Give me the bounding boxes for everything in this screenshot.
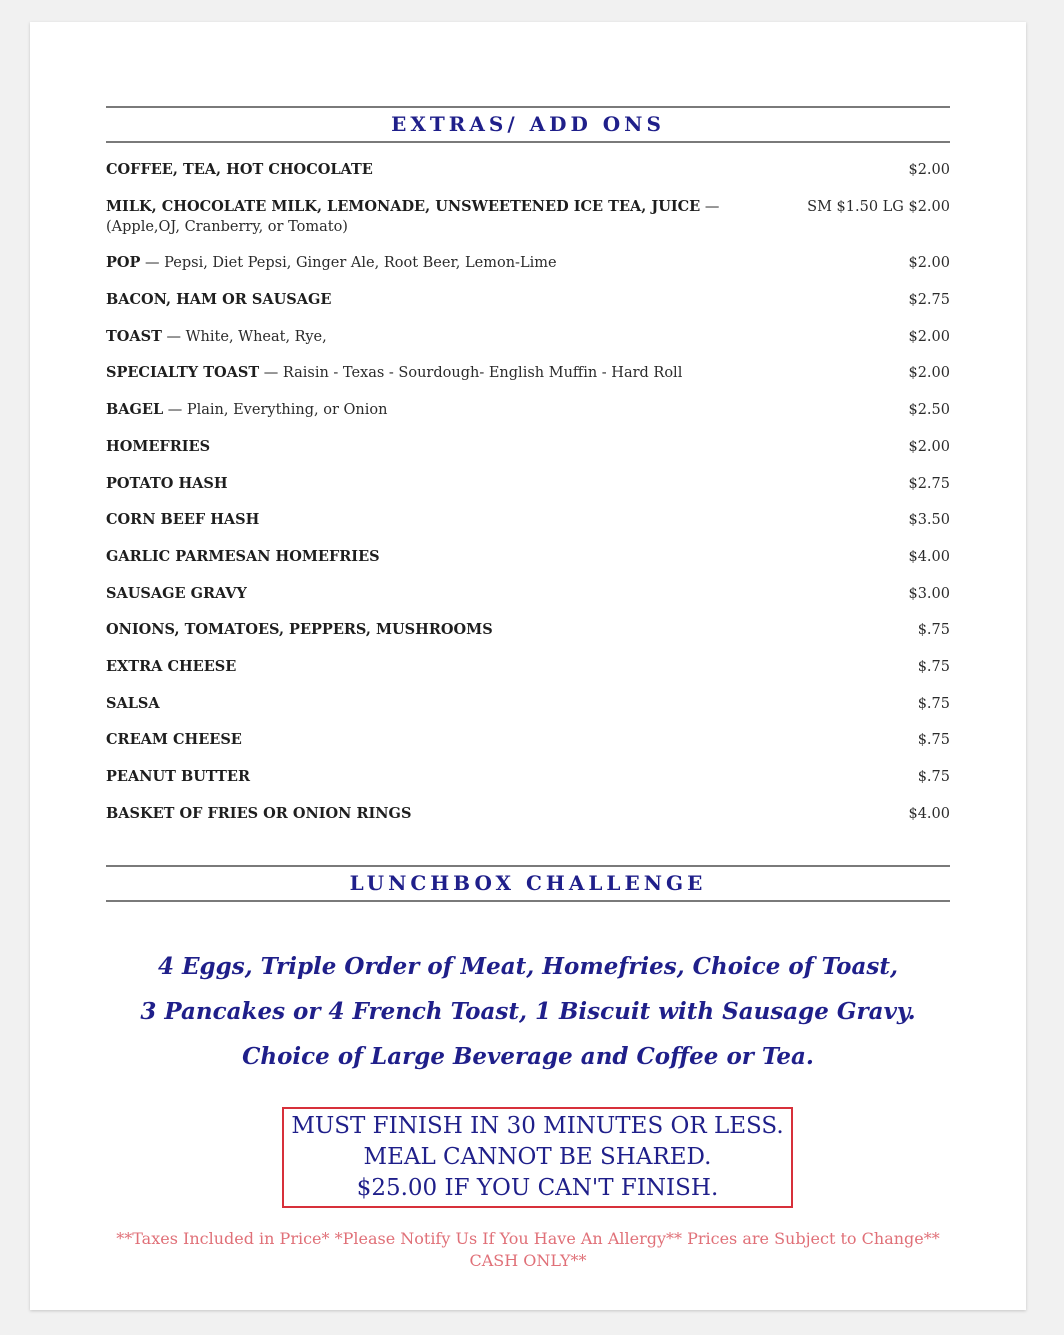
menu-item (106, 730, 950, 750)
item-price: $2.00 (908, 365, 950, 382)
menu-item (106, 160, 950, 180)
item-name: POP (106, 254, 141, 272)
item-name: SALSA (106, 694, 160, 712)
menu-item (106, 253, 950, 273)
menu-item (106, 620, 950, 640)
item-price: $.75 (917, 695, 950, 712)
item-name: PEANUT BUTTER (106, 768, 251, 785)
challenge-description (106, 944, 950, 1079)
item-price: $.75 (917, 658, 950, 675)
item-name: GARLIC PARMESAN HOMEFRIES (106, 547, 380, 565)
item-price: $3.00 (908, 585, 950, 602)
item-price: $3.50 (908, 512, 950, 529)
item-name: BACON, HAM OR SAUSAGE (106, 291, 332, 309)
challenge-line: 3 Pancakes or 4 French Toast, 1 Biscuit with Sausage Gravy. (140, 998, 916, 1025)
menu-page (30, 22, 1026, 1310)
item-price: $2.00 (908, 162, 950, 178)
item-name: SAUSAGE GRAVY (106, 584, 247, 602)
menu-item (106, 657, 950, 677)
challenge-line: Choice of Large Beverage and Coffee or Tea. (242, 1043, 814, 1070)
item-price: $.75 (917, 622, 950, 639)
item-price: $4.00 (908, 548, 950, 565)
item-name: HOMEFRIES (106, 437, 211, 455)
item-price: $2.75 (908, 292, 950, 309)
menu-item (106, 290, 950, 310)
menu-item (106, 327, 950, 347)
item-detail: — Raisin - Texas - Sourdough- English Muffin - Hard Roll (259, 365, 683, 382)
item-name: BASKET OF FRIES OR ONION RINGS (106, 804, 412, 822)
item-detail: — (Apple,OJ, Cranberry, or Tomato) (106, 198, 720, 235)
item-price: $.75 (917, 769, 950, 785)
rule-line: $25.00 IF YOU CAN'T FINISH. (356, 1175, 719, 1201)
item-price: $4.00 (908, 805, 950, 822)
footnote: **Taxes Included in Price* *Please Notify Us If You Have An Allergy** Prices are Subject to Change** CASH ONLY** (116, 1229, 940, 1270)
rule-line: MUST FINISH IN 30 MINUTES OR LESS. (291, 1113, 784, 1139)
menu-item (106, 804, 950, 824)
item-price: SM $1.50 LG $2.00 (807, 198, 950, 215)
item-price: $.75 (917, 732, 950, 749)
menu-item (106, 363, 950, 383)
item-name: TOAST (106, 327, 162, 345)
item-price: $2.00 (908, 328, 950, 345)
challenge-heading: LUNCHBOX CHALLENGE (106, 865, 950, 902)
item-price: $2.50 (908, 402, 950, 419)
item-detail: — Pepsi, Diet Pepsi, Ginger Ale, Root Beer, Lemon-Lime (140, 255, 557, 272)
extras-heading: EXTRAS/ ADD ONS (106, 106, 950, 143)
item-name: POTATO HASH (106, 474, 228, 492)
menu-item (106, 767, 950, 787)
menu-item (106, 197, 950, 237)
item-name: COFFEE, TEA, HOT CHOCOLATE (106, 161, 373, 178)
menu-item (106, 437, 950, 457)
item-name: CORN BEEF HASH (106, 511, 260, 529)
item-name: ONIONS, TOMATOES, PEPPERS, MUSHROOMS (106, 621, 493, 639)
rule-line: MEAL CANNOT BE SHARED. (363, 1144, 712, 1170)
item-name: MILK, CHOCOLATE MILK, LEMONADE, UNSWEETENED ICE TEA, JUICE (106, 197, 701, 215)
menu-item (106, 547, 950, 567)
item-price: $2.00 (908, 438, 950, 455)
extras-list (106, 160, 950, 840)
item-name: BAGEL (106, 401, 164, 419)
item-name: SPECIALTY TOAST (106, 364, 260, 382)
menu-item (106, 694, 950, 714)
item-price: $2.00 (908, 255, 950, 272)
menu-item (106, 400, 950, 420)
menu-item (106, 584, 950, 604)
menu-item (106, 510, 950, 530)
menu-item (106, 474, 950, 494)
item-detail: — White, Wheat, Rye, (161, 328, 327, 345)
item-detail: — Plain, Everything, or Onion (163, 402, 388, 419)
item-price: $2.75 (908, 475, 950, 492)
item-name: EXTRA CHEESE (106, 657, 237, 675)
item-name: CREAM CHEESE (106, 731, 242, 749)
challenge-rules-box (282, 1107, 793, 1208)
challenge-line: 4 Eggs, Triple Order of Meat, Homefries, Choice of Toast, (158, 953, 898, 980)
